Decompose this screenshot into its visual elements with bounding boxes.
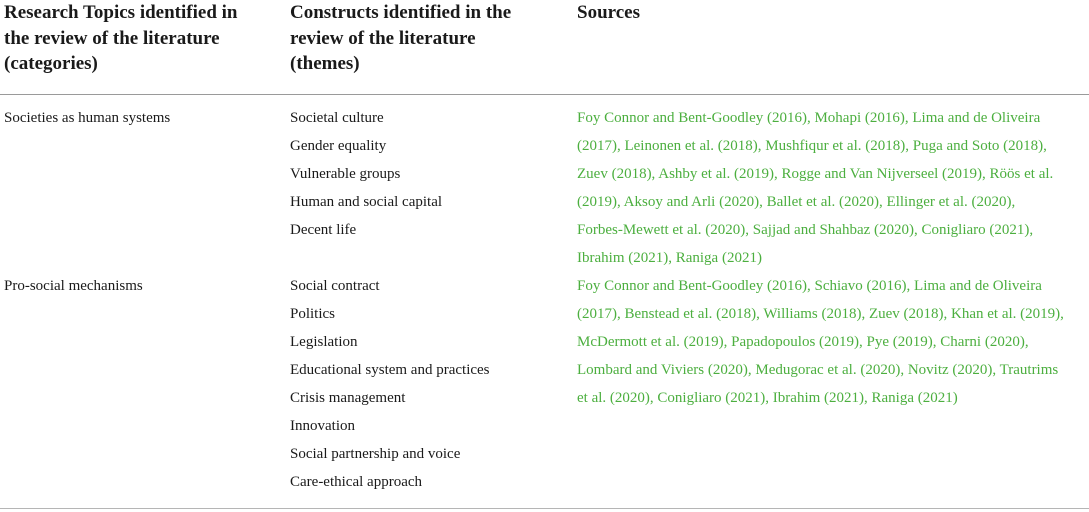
source-line[interactable]: Ibrahim (2021), Raniga (2021) [577,250,762,266]
header-categories-line: Research Topics identified in [4,2,238,23]
theme-item: Social contract [290,278,380,294]
source-line[interactable]: McDermott et al. (2019), Papadopoulos (2019), Pye (2019), Charni (2020), [577,334,1029,350]
row-themes [290,272,560,496]
source-line[interactable]: Foy Connor and Bent-Goodley (2016), Schiavo (2016), Lima and de Oliveira [577,278,1042,294]
header-divider [0,94,1089,95]
theme-item: Politics [290,306,336,322]
theme-item: Human and social capital [290,194,443,210]
row-category: Pro-social mechanisms [4,278,143,294]
theme-item: Societal culture [290,110,384,126]
source-line[interactable]: Forbes-Mewett et al. (2020), Sajjad and Shahbaz (2020), Conigliaro (2021), [577,222,1034,238]
row-sources[interactable] [577,104,1077,272]
theme-item: Decent life [290,222,357,238]
source-line[interactable]: (2017), Benstead et al. (2018), Williams (2018), Zuev (2018), Khan et al. (2019), [577,306,1064,322]
row-category: Societies as human systems [4,110,171,126]
header-themes [290,0,560,77]
source-line[interactable]: et al. (2020), Conigliaro (2021), Ibrahim (2021), Raniga (2021) [577,390,958,406]
table-bottom-rule [0,508,1089,509]
header-themes-line: Constructs identified in the [290,2,512,23]
source-line[interactable]: (2017), Leinonen et al. (2018), Mushfiqur et al. (2018), Puga and Soto (2018), [577,138,1047,154]
header-categories-line: the review of the literature [4,27,220,49]
theme-item: Legislation [290,334,358,350]
source-line[interactable]: Lombard and Viviers (2020), Medugorac et al. (2020), Novitz (2020), Trautrims [577,362,1059,378]
theme-item: Innovation [290,418,355,434]
theme-item: Gender equality [290,138,387,154]
theme-item: Crisis management [290,390,406,406]
source-line[interactable]: (2019), Aksoy and Arli (2020), Ballet et al. (2020), Ellinger et al. (2020), [577,194,1016,210]
source-line[interactable]: Zuev (2018), Ashby et al. (2019), Rogge and Van Nijverseel (2019), Röös et al. [577,166,1054,182]
header-themes-line: review of the literature [290,27,476,49]
header-categories [4,0,274,77]
row-themes [290,104,560,244]
header-categories-line: (categories) [4,53,98,74]
theme-item: Care-ethical approach [290,474,423,490]
header-sources: Sources [577,2,640,23]
source-line[interactable]: Foy Connor and Bent-Goodley (2016), Mohapi (2016), Lima and de Oliveira [577,110,1041,126]
theme-item: Educational system and practices [290,362,490,378]
theme-item: Social partnership and voice [290,446,461,462]
header-themes-line: (themes) [290,53,360,74]
theme-item: Vulnerable groups [290,166,401,182]
row-sources[interactable] [577,272,1077,412]
